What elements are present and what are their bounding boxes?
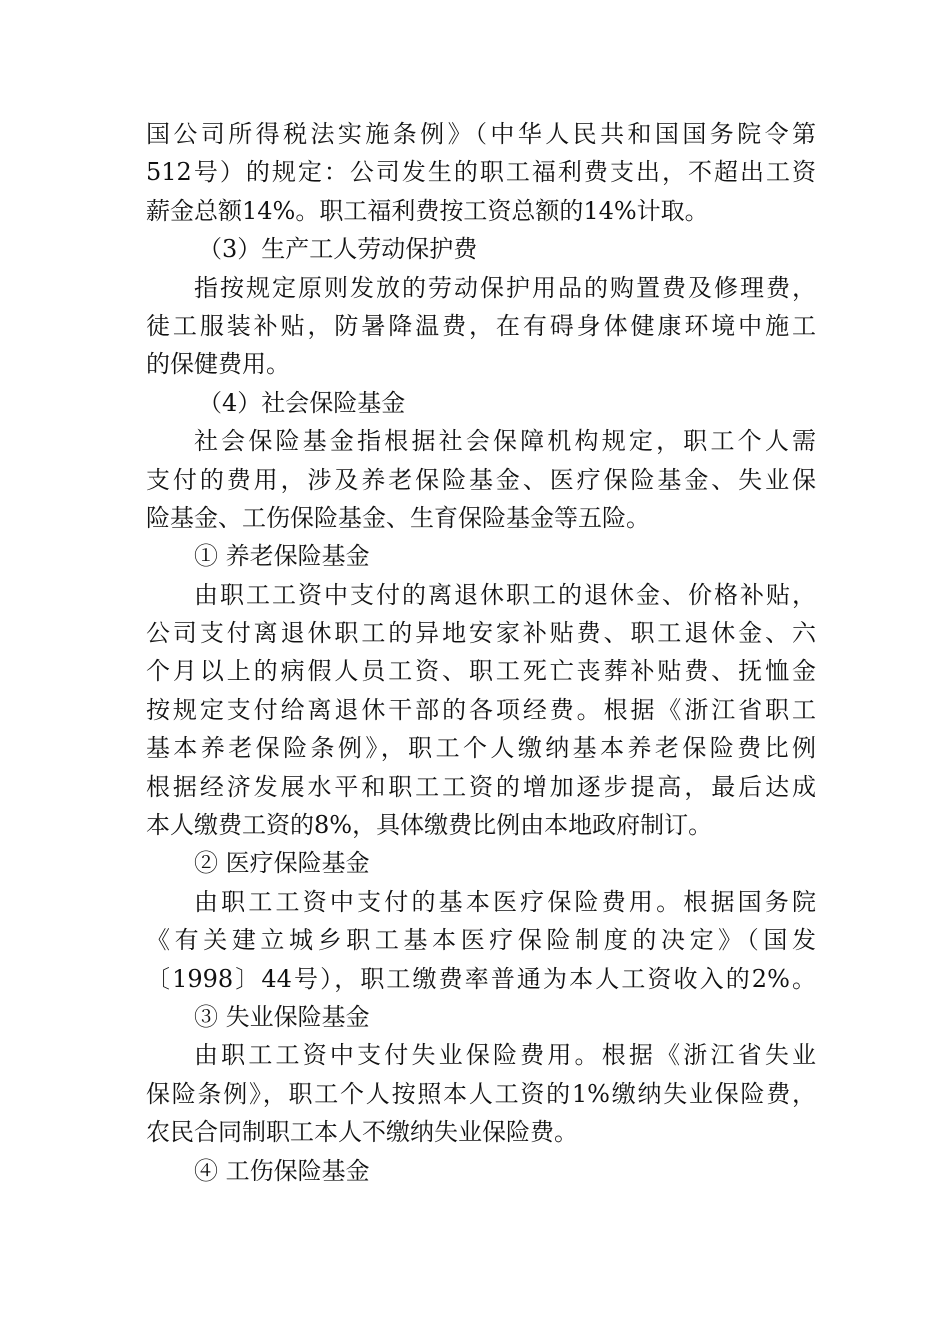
text-line: 社会保险基金指根据社会保障机构规定，职工个人需	[194, 427, 816, 456]
section-heading: （4）社会保险基金	[198, 388, 406, 417]
document-body	[146, 115, 816, 1190]
section-heading: （3）生产工人劳动保护费	[198, 235, 478, 264]
text-line: 公司支付离退休职工的异地安家补贴费、职工退休金、六	[146, 619, 816, 648]
text-line: 由职工工资中支付失业保险费用。根据《浙江省失业	[194, 1041, 816, 1070]
subsection-heading: ④ 工伤保险基金	[194, 1156, 370, 1185]
text-line: 512号）的规定：公司发生的职工福利费支出，不超出工资	[146, 158, 816, 187]
subsection-heading: ② 医疗保险基金	[194, 849, 370, 878]
text-line: 农民合同制职工本人不缴纳失业保险费。	[146, 1118, 578, 1147]
text-line: 本人缴费工资的8%，具体缴费比例由本地政府制订。	[146, 811, 713, 840]
text-line: 《有关建立城乡职工基本医疗保险制度的决定》（国发	[146, 926, 816, 955]
text-line: 保险条例》，职工个人按照本人工资的1%缴纳失业保险费，	[146, 1079, 816, 1108]
text-line: 国公司所得税法实施条例》（中华人民共和国国务院令第	[146, 120, 816, 148]
text-line: 个月以上的病假人员工资、职工死亡丧葬补贴费、抚恤金	[146, 657, 816, 686]
text-line: 支付的费用，涉及养老保险基金、医疗保险基金、失业保	[146, 465, 816, 494]
text-line: 〔1998〕44号），职工缴费率普通为本人工资收入的2%。	[146, 964, 816, 993]
text-line: 的保健费用。	[146, 350, 290, 379]
text-line: 薪金总额14%。职工福利费按工资总额的14%计取。	[146, 196, 709, 225]
subsection-heading: ① 养老保险基金	[194, 542, 370, 571]
text-line: 基本养老保险条例》，职工个人缴纳基本养老保险费比例	[146, 734, 816, 763]
text-line: 险基金、工伤保险基金、生育保险基金等五险。	[146, 503, 650, 532]
text-line: 徒工服装补贴，防暑降温费，在有碍身体健康环境中施工	[146, 311, 816, 340]
text-line: 由职工工资中支付的基本医疗保险费用。根据国务院	[194, 887, 816, 916]
text-line: 按规定支付给离退休干部的各项经费。根据《浙江省职工	[146, 695, 816, 724]
text-line: 指按规定原则发放的劳动保护用品的购置费及修理费，	[194, 273, 816, 302]
subsection-heading: ③ 失业保险基金	[194, 1002, 370, 1031]
text-line: 由职工工资中支付的离退休职工的退休金、价格补贴，	[194, 580, 816, 609]
text-line: 根据经济发展水平和职工工资的增加逐步提高，最后达成	[146, 772, 816, 801]
